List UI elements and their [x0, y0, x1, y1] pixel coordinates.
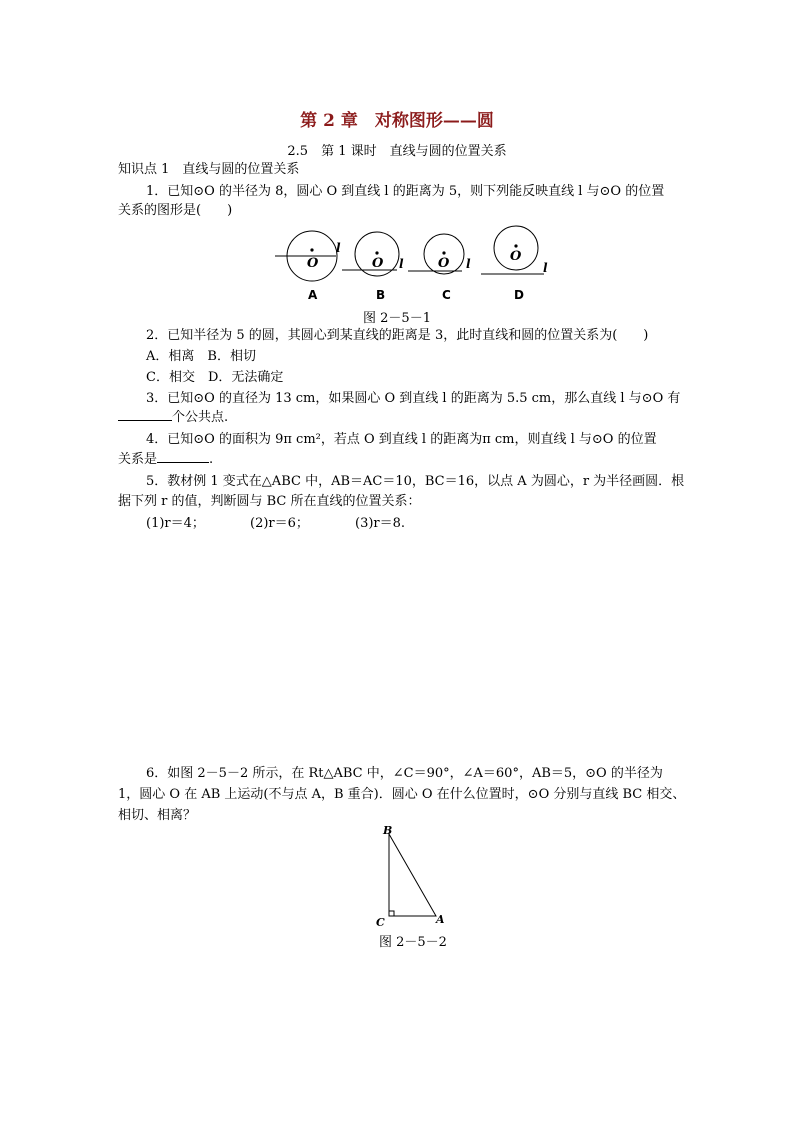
option-a-diagram — [275, 231, 341, 281]
q4-line1: 4．已知⊙O 的面积为 9π cm²，若点 O 到直线 l 的距离为π cm，则直线 l 与⊙O 的位置 — [146, 432, 657, 447]
center-dot-a — [310, 248, 313, 251]
q4-line2-after: . — [209, 452, 214, 467]
q5-line2: 据下列 r 的值，判断圆与 BC 所在直线的位置关系： — [118, 494, 421, 509]
figure-2-5-2-caption: 图 2－5－2 — [379, 935, 447, 950]
q3-answer-blank[interactable] — [118, 420, 172, 421]
option-b-label: B — [376, 288, 386, 302]
center-dot-b — [375, 251, 378, 254]
figure-2-5-2 — [372, 822, 452, 930]
q4-line2 — [118, 450, 213, 470]
option-d-label: D — [514, 288, 524, 302]
q5-part-1: (1)r＝4； — [146, 516, 205, 531]
center-label-d: O — [510, 249, 522, 264]
line-label-d: l — [543, 261, 548, 275]
q5-part-3: (3)r＝8. — [355, 516, 406, 531]
q1-line1: 1．已知⊙O 的半径为 8，圆心 O 到直线 l 的距离为 5，则下列能反映直线 l 与⊙O 的位置 — [146, 184, 665, 199]
option-c-diagram — [408, 234, 471, 274]
line-label-c: l — [466, 257, 471, 271]
figure-2-5-1-caption: 图 2－5－1 — [363, 311, 431, 326]
right-angle-mark — [389, 911, 394, 916]
q4-line2-before: 关系是 — [118, 452, 158, 467]
q3-line2 — [118, 408, 228, 428]
q4-answer-blank[interactable] — [157, 462, 209, 463]
vertex-a-label: A — [436, 913, 445, 926]
q2-options-row2: C．相交 D．无法确定 — [146, 370, 284, 385]
lesson-subtitle: 2.5 第 1 课时 直线与圆的位置关系 — [287, 144, 507, 159]
option-c-label: C — [442, 288, 451, 302]
line-label-a: l — [336, 241, 341, 255]
vertex-c-label: C — [376, 916, 385, 929]
q6-line2: 1，圆心 O 在 AB 上运动(不与点 A，B 重合)．圆心 O 在什么位置时，⊙O 分别与直线 BC 相交、 — [118, 787, 686, 802]
option-d-diagram — [481, 226, 548, 275]
q3-line1: 3．已知⊙O 的直径为 13 cm，如果圆心 O 到直线 l 的距离为 5.5 cm，那么直线 l 与⊙O 有 — [146, 391, 681, 406]
center-dot-c — [442, 251, 445, 254]
line-label-b: l — [399, 257, 404, 271]
center-label-c: O — [438, 256, 450, 271]
center-label-b: O — [372, 256, 384, 271]
q3-line2-text: 个公共点. — [172, 410, 229, 425]
option-b-diagram — [342, 232, 404, 276]
triangle-abc — [389, 834, 436, 916]
q5-line1: 5．教材例 1 变式在△ABC 中，AB＝AC＝10，BC＝16，以点 A 为圆心，r 为半径画圆．根 — [146, 474, 685, 489]
vertex-b-label: B — [383, 824, 393, 837]
q2-options-row1: A．相离 B．相切 — [146, 349, 256, 364]
option-a-label: A — [308, 288, 318, 302]
q6-line3: 相切、相离？ — [118, 808, 197, 823]
knowledge-point-heading: 知识点 1 直线与圆的位置关系 — [118, 162, 300, 177]
q1-line2: 关系的图形是( ) — [118, 203, 233, 218]
center-label-a: O — [307, 256, 319, 271]
q6-line1: 6．如图 2－5－2 所示，在 Rt△ABC 中，∠C＝90°，∠A＝60°，AB＝5，⊙O 的半径为 — [146, 766, 663, 781]
q5-part-2: (2)r＝6； — [250, 516, 309, 531]
chapter-title: 第 2 章 对称图形——圆 — [300, 111, 494, 131]
center-dot-d — [514, 244, 517, 247]
q2-text: 2．已知半径为 5 的圆，其圆心到某直线的距离是 3，此时直线和圆的位置关系为( ) — [146, 328, 649, 343]
